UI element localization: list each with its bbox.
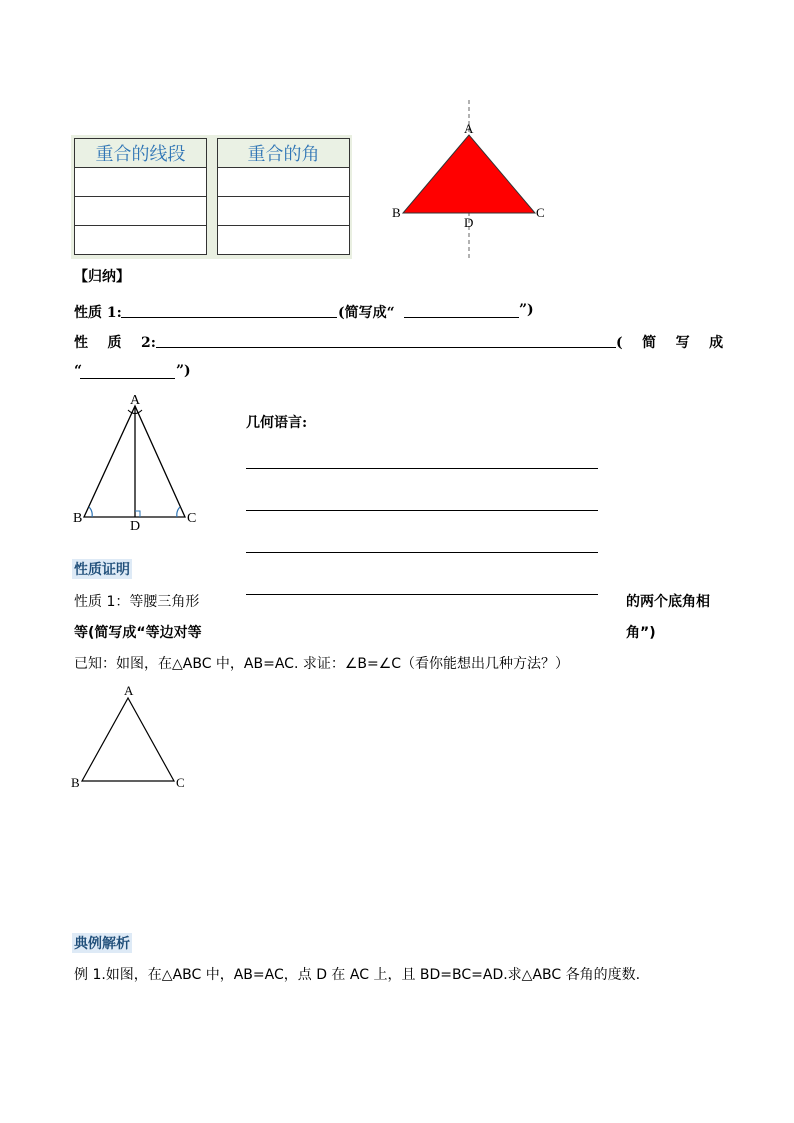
fig1-label-d: D bbox=[464, 215, 474, 230]
prop1-blank bbox=[121, 317, 337, 318]
segments-cell-1 bbox=[75, 168, 207, 197]
geometry-line-2 bbox=[246, 510, 598, 511]
proof-line1-left: 性质 1：等腰三角形 bbox=[74, 594, 200, 610]
proof-line1-right: 的两个底角相 bbox=[626, 594, 710, 610]
segments-table bbox=[74, 138, 207, 255]
angle-c-mark bbox=[177, 507, 180, 517]
angle-b-mark bbox=[89, 507, 92, 517]
segments-cell-2 bbox=[75, 197, 207, 226]
red-triangle-figure bbox=[385, 98, 555, 263]
angles-cell-3 bbox=[218, 226, 350, 255]
prop2-abbr-open: ( 简 写 成 bbox=[616, 335, 724, 351]
right-angle-mark bbox=[135, 511, 140, 517]
triangle-abc-figure bbox=[68, 680, 193, 795]
geometry-line-3 bbox=[246, 552, 598, 553]
proof-section-title: 性质证明 bbox=[72, 559, 132, 579]
examples-section-title: 典例解析 bbox=[72, 933, 132, 953]
prop1-abbr-blank bbox=[404, 317, 519, 318]
prop2-line2-open: “ bbox=[74, 363, 83, 379]
segments-header: 重合的线段 bbox=[75, 139, 207, 168]
angles-cell-2 bbox=[218, 197, 350, 226]
triangle-abc-plain bbox=[82, 698, 174, 781]
proof-line2-right: 角”) bbox=[626, 625, 656, 641]
prop2-prefix: 性 质 2: bbox=[74, 335, 156, 351]
proof-line2-left: 等(简写成“等边对等 bbox=[74, 625, 202, 641]
fig2-label-c: C bbox=[187, 511, 197, 526]
fig2-label-b: B bbox=[73, 511, 83, 526]
summary-heading: 【归纳】 bbox=[74, 269, 130, 285]
angles-header: 重合的角 bbox=[218, 139, 350, 168]
fig3-label-b: B bbox=[71, 775, 80, 790]
fig3-label-a: A bbox=[124, 683, 134, 698]
isosceles-altitude-figure bbox=[68, 390, 203, 535]
segments-cell-3 bbox=[75, 226, 207, 255]
prop1-abbr-close: ”) bbox=[519, 302, 534, 318]
prop2-blank bbox=[156, 347, 616, 348]
red-triangle bbox=[403, 135, 535, 213]
geometry-language-label: 几何语言: bbox=[246, 415, 308, 431]
prop1-prefix: 性质 1: bbox=[74, 305, 122, 321]
prop2-line2-close: ”) bbox=[176, 363, 191, 379]
fig1-label-a: A bbox=[464, 121, 474, 136]
angles-table bbox=[217, 138, 350, 255]
prop1-abbr-open: (简写成“ bbox=[338, 305, 395, 321]
fig1-label-c: C bbox=[536, 205, 545, 220]
prop2-abbr-blank bbox=[80, 378, 175, 379]
angles-cell-1 bbox=[218, 168, 350, 197]
coincidence-table bbox=[71, 135, 352, 259]
geometry-line-4 bbox=[246, 594, 598, 595]
fig2-label-d: D bbox=[130, 519, 141, 534]
example-1: 例 1.如图，在△ABC 中，AB=AC，点 D 在 AC 上，且 BD=BC=AD.求△ABC 各角的度数. bbox=[74, 967, 641, 983]
fig3-label-c: C bbox=[176, 775, 185, 790]
given-statement: 已知：如图，在△ABC 中，AB=AC. 求证：∠B=∠C（看你能想出几种方法？） bbox=[74, 656, 570, 672]
fig2-label-a: A bbox=[130, 393, 141, 408]
fig1-label-b: B bbox=[392, 205, 401, 220]
geometry-line-1 bbox=[246, 468, 598, 469]
